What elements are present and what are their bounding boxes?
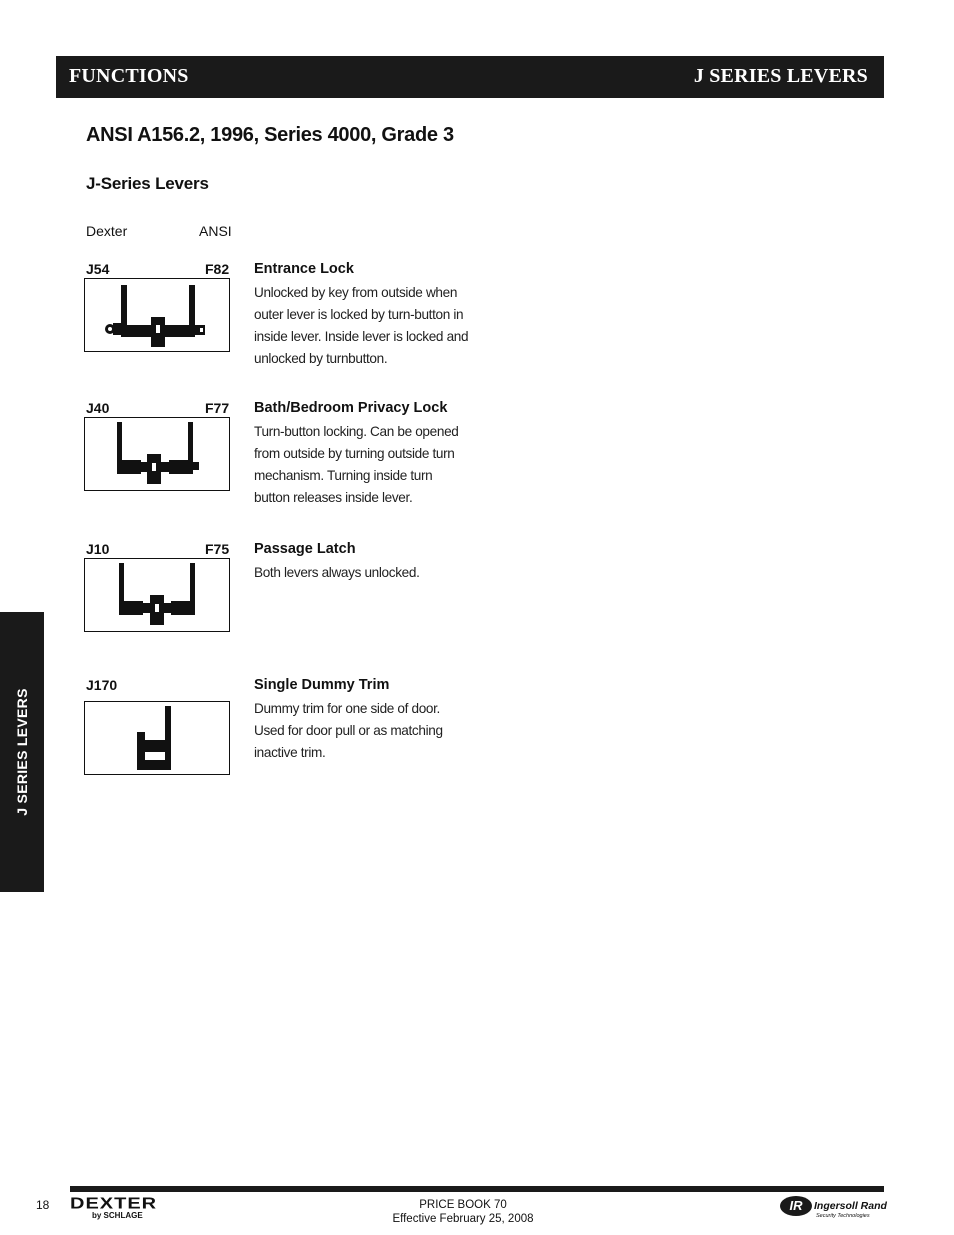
dexter-code: J40	[86, 400, 110, 416]
function-description: Unlocked by key from outside when outer lever is locked by turn-button in inside lever. Inside lever is locked and unlocked by turnbutton.	[254, 285, 469, 366]
partner-name: Ingersoll Rand	[814, 1200, 887, 1212]
function-description: Turn-button locking. Can be opened from outside by turning outside turn mechanism. Turning inside turn button releases inside lever.	[254, 424, 459, 505]
dummy-trim-diagram	[84, 701, 230, 775]
ingersoll-rand-logo	[780, 1196, 890, 1224]
brand-name: DEXTER	[70, 1195, 158, 1213]
page-number: 18	[36, 1198, 50, 1212]
function-name: Entrance Lock	[254, 261, 354, 277]
function-entry-dummy-trim	[84, 677, 484, 807]
function-entry-entrance-lock	[84, 261, 484, 391]
ansi-code: F77	[205, 400, 230, 416]
series-title: J SERIES LEVERS	[693, 65, 868, 87]
passage-latch-diagram	[84, 558, 230, 632]
effective-date: Effective February 25, 2008	[392, 1213, 534, 1225]
side-tab-label: J SERIES LEVERS	[14, 688, 30, 816]
footer-rule	[70, 1186, 884, 1192]
ir-mark-icon: IR	[780, 1196, 812, 1216]
function-name: Single Dummy Trim	[254, 677, 390, 693]
entrance-lock-diagram	[84, 278, 230, 352]
column-header-ansi: ANSI	[199, 223, 232, 239]
page-title: ANSI A156.2, 1996, Series 4000, Grade 3	[86, 124, 454, 146]
column-header-dexter: Dexter	[86, 223, 128, 239]
privacy-lock-diagram	[84, 417, 230, 491]
function-entry-passage-latch	[84, 541, 484, 671]
page-subtitle: J-Series Levers	[86, 174, 209, 193]
function-name: Bath/Bedroom Privacy Lock	[254, 400, 448, 416]
function-name: Passage Latch	[254, 541, 356, 557]
side-tab	[0, 612, 44, 892]
dexter-code: J10	[86, 541, 110, 557]
dexter-code: J170	[86, 677, 118, 693]
partner-sub: Security Technologies	[816, 1213, 870, 1219]
ansi-code: F75	[205, 541, 230, 557]
dexter-code: J54	[86, 261, 110, 277]
ansi-code: F82	[205, 261, 230, 277]
brand-sub: by SCHLAGE	[92, 1211, 143, 1220]
function-description: Both levers always unlocked.	[254, 565, 420, 580]
price-book-label: PRICE BOOK 70	[419, 1199, 507, 1211]
header-bar	[56, 56, 884, 98]
function-description: Dummy trim for one side of door. Used for door pull or as matching inactive trim.	[254, 701, 443, 760]
function-entry-privacy-lock	[84, 400, 484, 530]
section-title: FUNCTIONS	[69, 65, 189, 87]
